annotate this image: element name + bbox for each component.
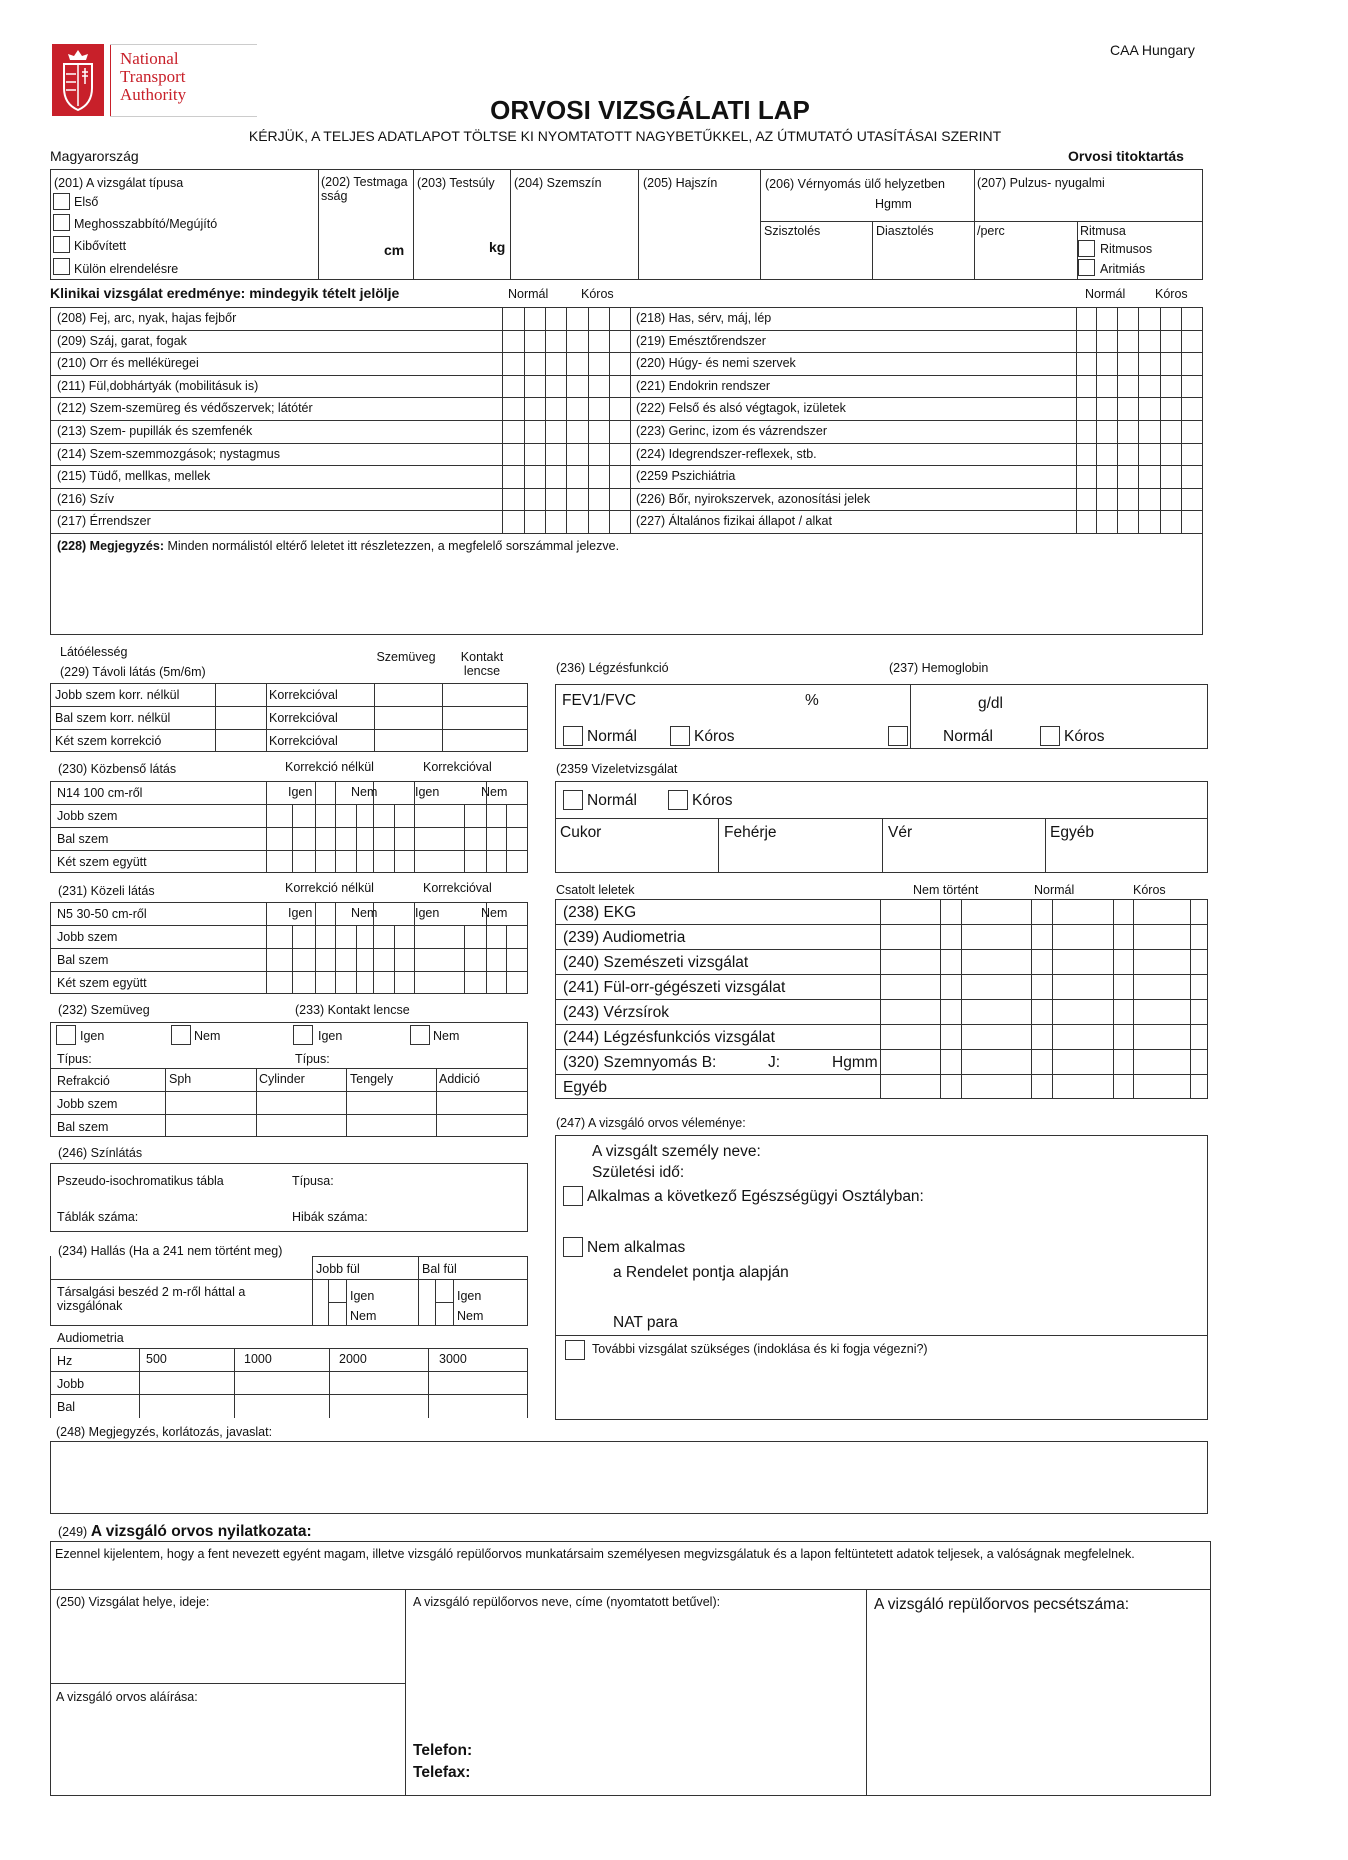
type-special-label: Külön elrendelésre [74, 262, 179, 276]
left-ear-yes: Igen [457, 1289, 482, 1303]
clinical-table [50, 307, 1203, 635]
type-extended-label: Kibővített [74, 239, 127, 253]
dv-row-both: Két szem korrekció [55, 734, 162, 748]
urine-normal-label: Normál [587, 792, 637, 809]
plates-count-label: Táblák száma: [57, 1210, 139, 1224]
attached-item: Egyéb [563, 1079, 607, 1096]
axis-header: Tengely [350, 1072, 394, 1086]
form-title: ORVOSI VIZSGÁLATI LAP [490, 95, 810, 125]
left-ear-header: Bal fül [422, 1262, 457, 1276]
fit-checkbox[interactable] [563, 1186, 583, 1206]
clinical-title: Klinikai vizsgálat eredménye: mindegyik tételt jelölje [50, 285, 400, 301]
contact-no-checkbox[interactable] [410, 1025, 430, 1045]
rhythm-label: Ritmusa [1080, 224, 1126, 238]
right-ear-no: Nem [350, 1309, 377, 1323]
urine-abnormal-label: Kóros [692, 792, 733, 809]
glasses-no-label: Nem [194, 1029, 221, 1043]
f248-label: (248) Megjegyzés, korlátozás, javaslat: [56, 1425, 273, 1439]
iv-eye-row: Bal szem [57, 832, 109, 846]
clinical-right-item: (221) Endokrin rendszer [636, 379, 771, 393]
color-type-label: Típusa: [292, 1174, 334, 1188]
freq-2000: 2000 [339, 1352, 367, 1366]
stamp-number-label: A vizsgáló repülőorvos pecsétszáma: [874, 1596, 1130, 1613]
type-renewal-checkbox[interactable] [53, 214, 70, 231]
regulation-label: a Rendelet pontja alapján [613, 1264, 789, 1281]
freq-1000: 1000 [244, 1352, 272, 1366]
per-minute-label: /perc [977, 224, 1005, 238]
urine-protein-label: Fehérje [724, 824, 777, 841]
f203-label: (203) Testsúly [417, 176, 495, 190]
glasses-yes-label: Igen [80, 1029, 105, 1043]
hb-abnormal-checkbox[interactable] [1040, 726, 1060, 746]
fax-label: Telefax: [413, 1764, 471, 1781]
addition-header: Addició [439, 1072, 480, 1086]
urine-sugar-label: Cukor [560, 824, 602, 841]
f233-label: (233) Kontakt lencse [295, 1003, 410, 1017]
clinical-right-item: (222) Felső és alsó végtagok, izületek [636, 401, 846, 415]
attached-not-done-header: Nem történt [913, 883, 979, 897]
f229-label: (229) Távoli látás (5m/6m) [60, 665, 206, 679]
iv-no-1: Nem [351, 785, 378, 799]
nv-eye-row: Jobb szem [57, 930, 118, 944]
nv-yes-1: Igen [288, 906, 313, 920]
f250-label: (250) Vizsgálat helye, ideje: [56, 1595, 210, 1609]
clinical-right-item: (2259 Pszichiátria [636, 469, 736, 483]
remarks-248-box[interactable] [50, 1441, 1208, 1514]
f204-label: (204) Szemszín [514, 176, 602, 190]
resp-abnormal-label: Kóros [694, 728, 735, 745]
nv-eye-row: Bal szem [57, 953, 109, 967]
clinical-right-item: (227) Általános fizikai állapot / alkat [636, 514, 832, 528]
clinical-left-item: (215) Tüdő, mellkas, mellek [57, 469, 211, 483]
contact-col-header: Kontakt lencse [460, 650, 504, 679]
iv-no-2: Nem [481, 785, 508, 799]
iv-eye-row: Jobb szem [57, 809, 118, 823]
clinical-normal-header-left: Normál [508, 287, 549, 301]
clinical-left-item: (209) Száj, garat, fogak [57, 334, 187, 348]
left-ear-no: Nem [457, 1309, 484, 1323]
f231-label: (231) Közeli látás [58, 884, 155, 898]
refraction-left-row: Bal szem [57, 1120, 109, 1134]
refraction-header: Refrakció [57, 1074, 110, 1088]
unfit-checkbox[interactable] [563, 1237, 583, 1257]
further-exam-checkbox[interactable] [565, 1340, 585, 1360]
glasses-no-checkbox[interactable] [171, 1025, 191, 1045]
iv-distance-label: N14 100 cm-ről [57, 786, 143, 800]
f232-label: (232) Szemüveg [58, 1003, 150, 1017]
iop-left-label: J: [768, 1054, 781, 1071]
conversation-label: Társalgási beszéd 2 m-ről háttal a vizsgálónak [57, 1285, 246, 1314]
clinical-left-item: (208) Fej, arc, nyak, hajas fejbőr [57, 311, 237, 325]
examiner-name-label: A vizsgáló repülőorvos neve, címe (nyomtatott betűvel): [413, 1595, 721, 1609]
iv-yes-1: Igen [288, 785, 313, 799]
dv-row-left: Bal szem korr. nélkül [55, 711, 171, 725]
iop-unit-label: Hgmm [832, 1054, 878, 1071]
errors-count-label: Hibák száma: [292, 1210, 368, 1224]
urine-blood-label: Vér [888, 824, 913, 841]
f205-label: (205) Hajszín [643, 176, 718, 190]
clinical-right-item: (220) Húgy- és nemi szervek [636, 356, 796, 370]
declaration-box [50, 1541, 1211, 1796]
type-first-checkbox[interactable] [53, 193, 70, 210]
f235-label: (2359 Vizeletvizsgálat [556, 762, 678, 776]
hemoglobin-unit: g/dl [978, 695, 1003, 712]
clinical-right-item: (224) Idegrendszer-reflexek, stb. [636, 447, 817, 461]
declaration-text: Ezennel kijelentem, hogy a fent nevezett egyént magam, illetve vizsgáló repülőorvos munkatársaim személyesen megvizsgálatuk és a lapon feltüntetett adatok teljesek, a valóságnak megfelelnek. [55, 1547, 1135, 1561]
arrhythmic-label: Aritmiás [1100, 262, 1146, 276]
vision-title: Látóélesség [60, 645, 128, 659]
dv-corr-3: Korrekcióval [269, 734, 338, 748]
clinical-left-item: (214) Szem-szemmozgások; nystagmus [57, 447, 280, 461]
attached-title: Csatolt leletek [556, 883, 635, 897]
clinical-left-item: (210) Orr és melléküregei [57, 356, 199, 370]
attached-item: (238) EKG [563, 904, 637, 921]
nv-eye-row: Két szem együtt [57, 976, 147, 990]
systolic-label: Szisztolés [764, 224, 821, 238]
unfit-label: Nem alkalmas [587, 1239, 686, 1256]
rhythmic-label: Ritmusos [1100, 242, 1153, 256]
f246-label: (246) Színlátás [58, 1146, 143, 1160]
clinical-left-item: (217) Érrendszer [57, 514, 151, 528]
urine-other-label: Egyéb [1050, 824, 1094, 841]
dv-corr-2: Korrekcióval [269, 711, 338, 725]
type-extended-checkbox[interactable] [53, 236, 70, 253]
clinical-right-item: (218) Has, sérv, máj, lép [636, 311, 772, 325]
hz-header: Hz [57, 1354, 73, 1368]
phone-label: Telefon: [413, 1742, 473, 1759]
org-name: National Transport Authority [120, 49, 187, 104]
nv-yes-2: Igen [415, 906, 440, 920]
clinical-normal-header-right: Normál [1085, 287, 1126, 301]
f236-label: (236) Légzésfunkció [556, 661, 669, 675]
person-name-label: A vizsgált személy neve: [592, 1143, 761, 1160]
hb-normal-label: Normál [943, 728, 993, 745]
contact-yes-label: Igen [318, 1029, 343, 1043]
f207-label: (207) Pulzus- nyugalmi [977, 176, 1105, 190]
nat-para-label: NAT para [613, 1314, 678, 1331]
attached-item: (244) Légzésfunkciós vizsgálat [563, 1029, 775, 1046]
contact-yes-checkbox[interactable] [293, 1025, 313, 1045]
pseudo-label: Pszeudo-isochromatikus tábla [57, 1174, 224, 1188]
f230-label: (230) Közbenső látás [58, 762, 177, 776]
further-exam-label: További vizsgálat szükséges (indoklása és ki fogja végezni?) [592, 1342, 928, 1356]
nv-distance-label: N5 30-50 cm-ről [57, 907, 147, 921]
type-first-label: Első [74, 195, 99, 209]
clinical-abnormal-header-left: Kóros [581, 287, 614, 301]
resp-box [555, 684, 1208, 749]
fev-label: FEV1/FVC [562, 692, 637, 709]
confidential: Orvosi titoktartás [1068, 148, 1184, 164]
f201-label: (201) A vizsgálat típusa [54, 176, 184, 190]
f234-label: (234) Hallás (Ha a 241 nem történt meg) [58, 1244, 283, 1258]
sph-header: Sph [169, 1072, 192, 1086]
iv-eye-row: Két szem együtt [57, 855, 147, 869]
attached-normal-header: Normál [1034, 883, 1075, 897]
type-renewal-label: Meghosszabbító/Megújító [74, 217, 218, 231]
right-ear-header: Jobb fül [316, 1262, 360, 1276]
fev-percent: % [805, 692, 819, 709]
rhythmic-checkbox[interactable] [1078, 240, 1095, 257]
hb-extra-checkbox[interactable] [888, 726, 908, 746]
diastolic-label: Diasztolés [876, 224, 934, 238]
dv-row-right: Jobb szem korr. nélkül [55, 688, 180, 702]
right-ear-yes: Igen [350, 1289, 375, 1303]
glasses-type-label: Típus: [57, 1052, 92, 1066]
audio-left-row: Bal [57, 1400, 76, 1414]
attached-abnormal-header: Kóros [1133, 883, 1166, 897]
freq-3000: 3000 [439, 1352, 467, 1366]
glasses-col-header: Szemüveg [376, 650, 436, 664]
clinical-abnormal-header-right: Kóros [1155, 287, 1188, 301]
urine-abnormal-checkbox[interactable] [668, 790, 688, 810]
declaration-number: (249) [58, 1525, 88, 1539]
clinical-right-item: (219) Emésztőrendszer [636, 334, 766, 348]
signature-label: A vizsgáló orvos aláírása: [56, 1690, 198, 1704]
attached-item: (240) Szemészeti vizsgálat [563, 954, 749, 971]
f206-label: (206) Vérnyomás ülő helyzetben [765, 177, 945, 191]
country: Magyarország [50, 148, 139, 164]
remark-228-label: (228) Megjegyzés: [57, 539, 164, 553]
clinical-left-item: (211) Fül,dobhártyák (mobilitásuk is) [57, 379, 259, 393]
refraction-right-row: Jobb szem [57, 1097, 118, 1111]
remark-228 [57, 539, 619, 553]
f237-label: (237) Hemoglobin [889, 661, 989, 675]
nv-no-1: Nem [351, 906, 378, 920]
f247-label: (247) A vizsgáló orvos véleménye: [556, 1116, 746, 1130]
unit-kg: kg [489, 239, 506, 255]
iv-no-corr-header: Korrekció nélkül [285, 760, 374, 774]
attached-item: (320) Szemnyomás B: [563, 1054, 717, 1071]
cylinder-header: Cylinder [259, 1072, 305, 1086]
birth-date-label: Születési idő: [592, 1164, 685, 1181]
hgmm-label: Hgmm [875, 197, 912, 211]
f202-label: (202) Testmagasság [321, 175, 408, 204]
clinical-right-item: (223) Gerinc, izom és vázrendszer [636, 424, 828, 438]
audio-right-row: Jobb [57, 1377, 85, 1391]
freq-500: 500 [146, 1352, 167, 1366]
dv-corr-1: Korrekcióval [269, 688, 338, 702]
caa-label: CAA Hungary [1110, 42, 1195, 58]
audiometry-label: Audiometria [57, 1331, 124, 1345]
clinical-right-item: (226) Bőr, nyirokszervek, azonosítási jelek [636, 492, 871, 506]
iv-corr-header: Korrekcióval [423, 760, 492, 774]
resp-normal-label: Normál [587, 728, 637, 745]
urine-normal-checkbox[interactable] [563, 790, 583, 810]
clinical-left-item: (212) Szem-szemüreg és védőszervek; látótér [57, 401, 313, 415]
declaration-heading [58, 1523, 312, 1541]
type-special-checkbox[interactable] [53, 258, 70, 275]
resp-abnormal-checkbox[interactable] [670, 726, 690, 746]
glasses-yes-checkbox[interactable] [56, 1025, 76, 1045]
clinical-left-item: (216) Szív [57, 492, 114, 506]
nv-no-2: Nem [481, 906, 508, 920]
hb-abnormal-label: Kóros [1064, 728, 1105, 745]
unit-cm: cm [384, 242, 405, 258]
fit-label: Alkalmas a következő Egészségügyi Osztályban: [587, 1188, 924, 1205]
declaration-title: A vizsgáló orvos nyilatkozata: [90, 1523, 312, 1540]
clinical-left-item: (213) Szem- pupillák és szemfenék [57, 424, 253, 438]
contact-no-label: Nem [433, 1029, 460, 1043]
form-subtitle: KÉRJÜK, A TELJES ADATLAPOT TÖLTSE KI NYOMTATOTT NAGYBETŰKKEL, AZ ÚTMUTATÓ UTASÍTÁSAI SZERINT [248, 128, 1002, 144]
nv-no-corr-header: Korrekció nélkül [285, 881, 374, 895]
attached-item: (239) Audiometria [563, 929, 686, 946]
contact-type-label: Típus: [295, 1052, 330, 1066]
nv-corr-header: Korrekcióval [423, 881, 492, 895]
arrhythmic-checkbox[interactable] [1078, 259, 1095, 276]
attached-item: (241) Fül-orr-gégészeti vizsgálat [563, 979, 786, 996]
resp-normal-checkbox[interactable] [563, 726, 583, 746]
attached-item: (243) Vérzsírok [563, 1004, 669, 1021]
remark-228-text: Minden normálistól eltérő leletet itt részletezzen, a megfelelő sorszámmal jelezve. [167, 539, 620, 553]
iv-yes-2: Igen [415, 785, 440, 799]
